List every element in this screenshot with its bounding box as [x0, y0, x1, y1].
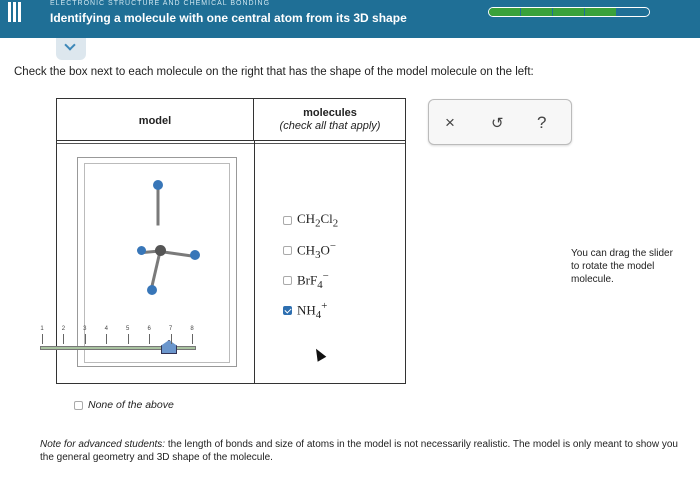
progress-segment: [617, 8, 649, 16]
help-icon[interactable]: ?: [537, 113, 547, 132]
slider-hint: You can drag the slider to rotate the model molecule.: [571, 248, 673, 285]
slider-tick-mark: [171, 334, 172, 344]
note-lead: Note for advanced students:: [40, 439, 166, 450]
breadcrumb: ELECTRONIC STRUCTURE AND CHEMICAL BONDING: [50, 0, 271, 7]
atom-right: [190, 250, 200, 260]
molecules-column-header: [254, 99, 406, 141]
slider-tick-label: 7: [168, 326, 173, 332]
progress-bar: [488, 7, 650, 17]
slider-tick-mark: [85, 334, 86, 344]
note-body: the length of bonds and size of atoms in the model is not necessarily realistic. The model is only meant to show you the general geometry and 3D shape of the molecule.: [40, 439, 678, 463]
slider-tick-label: 6: [147, 326, 151, 332]
none-of-the-above-checkbox[interactable]: [74, 401, 83, 410]
slider-tick-label: 4: [104, 326, 108, 332]
progress-segment: [489, 8, 521, 16]
molecule-option[interactable]: [283, 299, 338, 321]
clear-icon[interactable]: ×: [445, 113, 455, 132]
slider-tick-label: 3: [83, 326, 87, 332]
slider-tick-label: 1: [40, 326, 44, 332]
none-of-the-above-option[interactable]: [74, 399, 174, 411]
slider-tick-mark: [149, 334, 150, 344]
molecule-formula: $CH_3O^-$: [297, 239, 336, 261]
slider-tick-label: 5: [126, 326, 130, 332]
molecule-checkbox[interactable]: [283, 216, 292, 225]
slider-tick-label: 8: [190, 326, 194, 332]
advanced-note: [40, 438, 680, 464]
column-divider: [254, 141, 255, 384]
progress-segment: [553, 8, 585, 16]
molecule-options: [283, 209, 338, 329]
slider-tick-mark: [63, 334, 64, 344]
progress-segment: [585, 8, 617, 16]
molecule-option[interactable]: [283, 269, 338, 291]
molecule-formula: $CH_2Cl_2$: [297, 210, 339, 230]
slider-tick-mark: [42, 334, 43, 344]
rotation-slider[interactable]: [38, 326, 200, 362]
molecule-option[interactable]: [283, 239, 338, 261]
answer-toolbar: [428, 99, 572, 145]
molecule-formula: $NH_4^+$: [297, 299, 328, 321]
collapse-toggle[interactable]: [56, 38, 86, 60]
slider-tick-mark: [128, 334, 129, 344]
atom-left: [137, 246, 146, 255]
atom-center: [155, 245, 166, 256]
molecule-checkbox[interactable]: [283, 246, 292, 255]
chevron-down-icon: [64, 39, 75, 50]
header-bar: [0, 0, 700, 38]
header-divider: [57, 143, 405, 144]
molecule-checkbox[interactable]: [283, 306, 292, 315]
molecule-checkbox[interactable]: [283, 276, 292, 285]
page-title: Identifying a molecule with one central atom from its 3D shape: [50, 11, 407, 25]
molecules-header-label: molecules: [303, 107, 357, 119]
atom-bottom: [147, 285, 157, 295]
slider-thumb[interactable]: [161, 340, 177, 354]
slider-tick-mark: [192, 334, 193, 344]
menu-icon[interactable]: [8, 2, 22, 22]
slider-tick-mark: [106, 334, 107, 344]
molecule-formula: BrF$_4$−: [297, 269, 329, 291]
progress-segment: [521, 8, 553, 16]
molecule-option[interactable]: [283, 209, 338, 231]
slider-tick-label: 2: [61, 326, 66, 332]
undo-icon[interactable]: ↺: [491, 115, 504, 132]
atom-top: [153, 180, 163, 190]
model-column-header: model: [57, 99, 254, 141]
molecules-header-hint: (check all that apply): [279, 120, 381, 132]
none-of-the-above-label: None of the above: [88, 399, 174, 411]
instruction-text: Check the box next to each molecule on the right that has the shape of the model molecule on the left:: [14, 66, 534, 78]
